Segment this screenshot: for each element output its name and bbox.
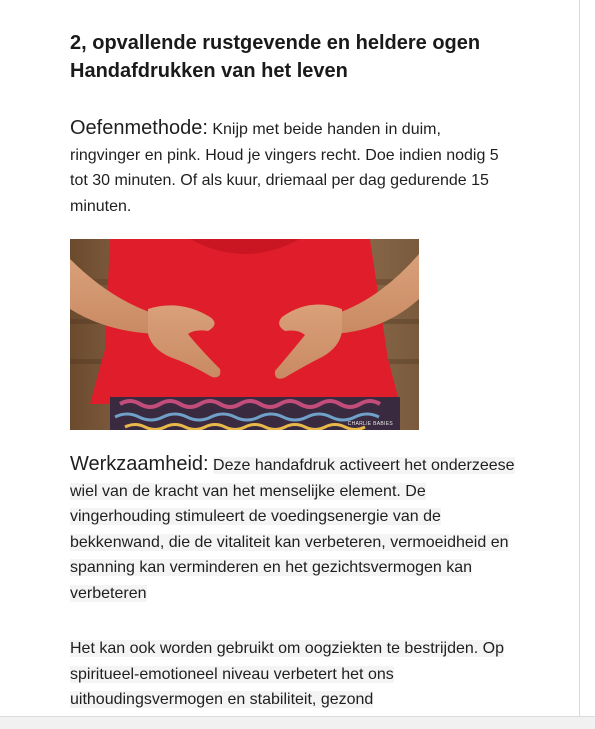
- effectiveness-paragraph: [70, 452, 530, 606]
- practice-text: Knijp met beide handen in duim, ringvinger en pink. Houd je vingers recht. Doe indien nodig 5 tot 30 minuten. Of als kuur, driemaal per dag gedurende 15 minuten.: [70, 121, 499, 215]
- practice-lead: Oefenmethode:: [70, 117, 208, 139]
- photo-watermark: CHARLIE BABIES: [347, 421, 393, 427]
- hands-illustration: [70, 239, 419, 430]
- section-heading: [70, 29, 570, 85]
- practice-paragraph: [70, 116, 510, 219]
- mudra-photo: [70, 239, 419, 430]
- heading-line-2: Handafdrukken van het leven: [70, 60, 348, 82]
- effectiveness-lead: Werkzaamheid:: [70, 453, 209, 475]
- closing-text: Het kan ook worden gebruikt om oogziekten te bestrijden. Op spiritueel-emotioneel niveau verbetert het ons uithoudingsvermogen en stabiliteit, gezond: [70, 640, 505, 708]
- bottom-scroll-area: [0, 716, 595, 729]
- heading-line-1: 2, opvallende rustgevende en heldere ogen: [70, 32, 481, 54]
- effectiveness-text: Deze handafdruk activeert het onderzeese wiel van de kracht van het menselijke element. De vingerhouding stimuleert de voedingsenergie van de bekkenwand, die de vitaliteit kan verbeteren, vermoeidheid en spanning kan verminderen en het gezichtsvermogen kan verbeteren: [70, 457, 515, 602]
- closing-paragraph: [70, 636, 540, 713]
- page-edge-divider: [579, 0, 580, 716]
